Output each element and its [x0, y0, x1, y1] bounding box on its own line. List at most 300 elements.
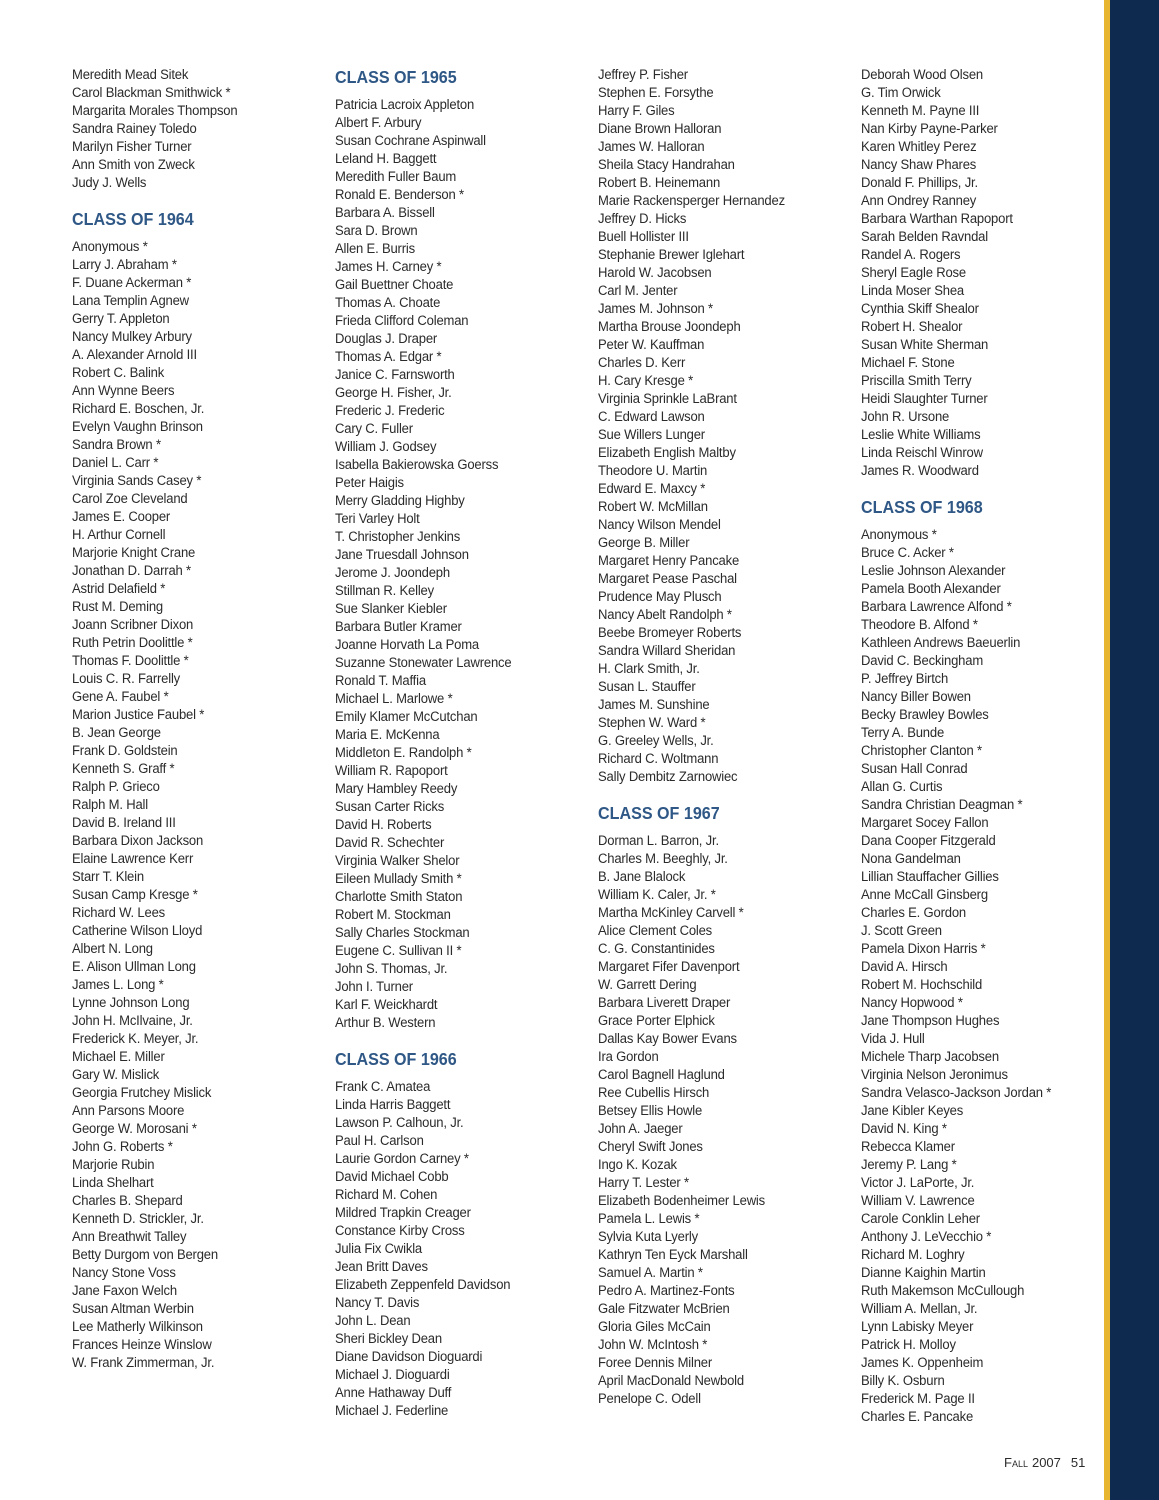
- donor-name: Julia Fix Cwikla: [335, 1241, 422, 1257]
- donor-name: Margaret Henry Pancake: [598, 553, 740, 569]
- donor-name: Ronald E. Benderson *: [335, 187, 464, 203]
- donor-name: Christopher Clanton *: [861, 743, 982, 759]
- donor-name: Rebecca Klamer: [861, 1139, 955, 1155]
- donor-name: Lawson P. Calhoun, Jr.: [335, 1115, 464, 1131]
- donor-name: Nancy Hopwood *: [861, 995, 963, 1011]
- donor-name: Martha Brouse Joondeph: [598, 319, 741, 335]
- donor-name: Marion Justice Faubel *: [72, 707, 205, 723]
- donor-name: Lillian Stauffacher Gillies: [861, 869, 999, 885]
- side-color-stripe: [1104, 0, 1159, 1500]
- donor-name: Middleton E. Randolph *: [335, 745, 472, 761]
- donor-name: Sandra Brown *: [72, 437, 161, 453]
- class-year-heading: CLASS OF 1968: [861, 497, 983, 517]
- donor-name: John H. McIlvaine, Jr.: [72, 1013, 193, 1029]
- donor-name: Nancy Abelt Randolph *: [598, 607, 732, 623]
- donor-name: Janice C. Farnsworth: [335, 367, 455, 383]
- donor-name: Carol Blackman Smithwick *: [72, 85, 231, 101]
- donor-name: Marjorie Knight Crane: [72, 545, 196, 561]
- donor-name: Barbara Butler Kramer: [335, 619, 462, 635]
- donor-name: Penelope C. Odell: [598, 1391, 701, 1407]
- donor-name: Kathryn Ten Eyck Marshall: [598, 1247, 748, 1263]
- donor-name: Ralph P. Grieco: [72, 779, 160, 795]
- donor-name: Larry J. Abraham *: [72, 257, 177, 273]
- donor-name: Anthony J. LeVecchio *: [861, 1229, 992, 1245]
- donor-name: Elizabeth Bodenheimer Lewis: [598, 1193, 765, 1209]
- donor-name: H. Cary Kresge *: [598, 373, 693, 389]
- donor-name: Judy J. Wells: [72, 175, 147, 191]
- donor-name: Nancy Mulkey Arbury: [72, 329, 192, 345]
- donor-name: Dallas Kay Bower Evans: [598, 1031, 737, 1047]
- donor-name: Leland H. Baggett: [335, 151, 437, 167]
- donor-name: Ree Cubellis Hirsch: [598, 1085, 710, 1101]
- donor-name: Marilyn Fisher Turner: [72, 139, 192, 155]
- donor-name: George H. Fisher, Jr.: [335, 385, 452, 401]
- donor-name: Ruth Makemson McCullough: [861, 1283, 1025, 1299]
- donor-name: Ingo K. Kozak: [598, 1157, 677, 1173]
- donor-name: Constance Kirby Cross: [335, 1223, 465, 1239]
- donor-name: Linda Reischl Winrow: [861, 445, 983, 461]
- donor-name: Robert M. Stockman: [335, 907, 451, 923]
- page-number: 51: [1070, 1455, 1086, 1470]
- donor-name: Allan G. Curtis: [861, 779, 943, 795]
- donor-name: P. Jeffrey Birtch: [861, 671, 949, 687]
- donor-name: Eugene C. Sullivan II *: [335, 943, 462, 959]
- donor-name: Grace Porter Elphick: [598, 1013, 715, 1029]
- donor-name: Victor J. LaPorte, Jr.: [861, 1175, 975, 1191]
- donor-name: Charles D. Kerr: [598, 355, 686, 371]
- donor-name: Richard M. Cohen: [335, 1187, 438, 1203]
- donor-name: Robert H. Shealor: [861, 319, 963, 335]
- donor-name: Ann Parsons Moore: [72, 1103, 185, 1119]
- donor-name: Sally Dembitz Zarnowiec: [598, 769, 738, 785]
- donor-name: George W. Morosani *: [72, 1121, 197, 1137]
- donor-name: Michael L. Marlowe *: [335, 691, 453, 707]
- donor-name: F. Duane Ackerman *: [72, 275, 192, 291]
- donor-name: Sandra Christian Deagman *: [861, 797, 1023, 813]
- donor-name: Margaret Fifer Davenport: [598, 959, 740, 975]
- donor-name: Cary C. Fuller: [335, 421, 413, 437]
- donor-name: Alice Clement Coles: [598, 923, 713, 939]
- donor-name: Meredith Fuller Baum: [335, 169, 457, 185]
- donor-name: Diane Davidson Dioguardi: [335, 1349, 483, 1365]
- donor-name: David N. King *: [861, 1121, 947, 1137]
- donor-name: Margaret Socey Fallon: [861, 815, 989, 831]
- donor-name: Samuel A. Martin *: [598, 1265, 703, 1281]
- donor-name: Lynne Johnson Long: [72, 995, 190, 1011]
- donor-name: Susan Hall Conrad: [861, 761, 968, 777]
- donor-name: Daniel L. Carr *: [72, 455, 159, 471]
- donor-name: Theodore U. Martin: [598, 463, 708, 479]
- donor-name: Ronald T. Maffia: [335, 673, 426, 689]
- donor-name: Meredith Mead Sitek: [72, 67, 189, 83]
- donor-name: Robert M. Hochschild: [861, 977, 983, 993]
- donor-name: T. Christopher Jenkins: [335, 529, 461, 545]
- donor-name: Beebe Bromeyer Roberts: [598, 625, 742, 641]
- donor-name: Peter W. Kauffman: [598, 337, 705, 353]
- donor-name: William R. Rapoport: [335, 763, 448, 779]
- donor-name: Jane Faxon Welch: [72, 1283, 177, 1299]
- donor-name: George B. Miller: [598, 535, 690, 551]
- donor-name: Ann Wynne Beers: [72, 383, 175, 399]
- donor-name: David A. Hirsch: [861, 959, 948, 975]
- donor-name: Susan White Sherman: [861, 337, 989, 353]
- donor-name: Lana Templin Agnew: [72, 293, 189, 309]
- donor-name: Louis C. R. Farrelly: [72, 671, 181, 687]
- donor-name: Harry F. Giles: [598, 103, 675, 119]
- donor-name: Frank C. Amatea: [335, 1079, 431, 1095]
- donor-name: Sue Willers Lunger: [598, 427, 705, 443]
- donor-name: Becky Brawley Bowles: [861, 707, 989, 723]
- donor-name: Jane Kibler Keyes: [861, 1103, 964, 1119]
- donor-name: Thomas A. Edgar *: [335, 349, 442, 365]
- donor-name: Nancy Biller Bowen: [861, 689, 971, 705]
- donor-name: W. Garrett Dering: [598, 977, 697, 993]
- donor-name: Susan Cochrane Aspinwall: [335, 133, 486, 149]
- donor-name: Barbara Warthan Rapoport: [861, 211, 1013, 227]
- donor-name: Linda Moser Shea: [861, 283, 964, 299]
- donor-name: Pamela Dixon Harris *: [861, 941, 986, 957]
- donor-name: William J. Godsey: [335, 439, 437, 455]
- page-footer: [1004, 1455, 1085, 1470]
- column-4: [861, 66, 1106, 1426]
- donor-name: H. Clark Smith, Jr.: [598, 661, 700, 677]
- donor-name: Patrick H. Molloy: [861, 1337, 956, 1353]
- donor-name: Merry Gladding Highby: [335, 493, 465, 509]
- donor-name: G. Greeley Wells, Jr.: [598, 733, 714, 749]
- donor-name: William V. Lawrence: [861, 1193, 975, 1209]
- donor-name: Linda Shelhart: [72, 1175, 154, 1191]
- donor-name: Peter Haigis: [335, 475, 404, 491]
- donor-name: Prudence May Plusch: [598, 589, 722, 605]
- donor-name: Gloria Giles McCain: [598, 1319, 711, 1335]
- donor-name: Stephanie Brewer Iglehart: [598, 247, 745, 263]
- donor-name: John L. Dean: [335, 1313, 411, 1329]
- donor-name: Susan Camp Kresge *: [72, 887, 198, 903]
- donor-name: Sandra Rainey Toledo: [72, 121, 197, 137]
- donor-name: Ann Ondrey Ranney: [861, 193, 977, 209]
- donor-name: David B. Ireland III: [72, 815, 176, 831]
- donor-name: Ruth Petrin Doolittle *: [72, 635, 193, 651]
- donor-name: Mary Hambley Reedy: [335, 781, 458, 797]
- donor-name: Virginia Sprinkle LaBrant: [598, 391, 737, 407]
- donor-name: Frieda Clifford Coleman: [335, 313, 469, 329]
- footer-year: 2007: [1031, 1455, 1061, 1470]
- donor-name: Thomas F. Doolittle *: [72, 653, 189, 669]
- donor-name: Charlotte Smith Staton: [335, 889, 463, 905]
- donor-name: B. Jane Blalock: [598, 869, 686, 885]
- donor-name: John A. Jaeger: [598, 1121, 683, 1137]
- donor-name: E. Alison Ullman Long: [72, 959, 196, 975]
- donor-name: Susan Carter Ricks: [335, 799, 445, 815]
- donor-name: Jane Thompson Hughes: [861, 1013, 1000, 1029]
- donor-name: Heidi Slaughter Turner: [861, 391, 988, 407]
- donor-name: Barbara Liverett Draper: [598, 995, 731, 1011]
- donor-name: Evelyn Vaughn Brinson: [72, 419, 203, 435]
- donor-name: Jonathan D. Darrah *: [72, 563, 191, 579]
- donor-name: Carol Zoe Cleveland: [72, 491, 188, 507]
- donor-name: Gerry T. Appleton: [72, 311, 170, 327]
- donor-name: Virginia Sands Casey *: [72, 473, 202, 489]
- donor-name: Susan Altman Werbin: [72, 1301, 194, 1317]
- donor-name: James H. Carney *: [335, 259, 442, 275]
- donor-name: Virginia Nelson Jeronimus: [861, 1067, 1008, 1083]
- donor-name: Michael J. Federline: [335, 1403, 449, 1419]
- donor-name: Kenneth M. Payne III: [861, 103, 980, 119]
- donor-name: Kenneth D. Strickler, Jr.: [72, 1211, 204, 1227]
- donor-name: Cheryl Swift Jones: [598, 1139, 703, 1155]
- donor-name: David C. Beckingham: [861, 653, 984, 669]
- donor-name: David Michael Cobb: [335, 1169, 449, 1185]
- donor-name: Catherine Wilson Lloyd: [72, 923, 203, 939]
- donor-name: Suzanne Stonewater Lawrence: [335, 655, 512, 671]
- class-year-heading: CLASS OF 1965: [335, 67, 457, 87]
- column-2: [335, 66, 580, 1420]
- donor-name: Leslie Johnson Alexander: [861, 563, 1006, 579]
- donor-name: James L. Long *: [72, 977, 164, 993]
- donor-name: John W. McIntosh *: [598, 1337, 708, 1353]
- donor-name: Michael E. Miller: [72, 1049, 165, 1065]
- donor-name: Albert N. Long: [72, 941, 153, 957]
- donor-name: John I. Turner: [335, 979, 413, 995]
- donor-name: Gail Buettner Choate: [335, 277, 454, 293]
- donor-name: Margarita Morales Thompson: [72, 103, 238, 119]
- donor-name: Charles B. Shepard: [72, 1193, 183, 1209]
- donor-name: Jane Truesdall Johnson: [335, 547, 469, 563]
- donor-name: Isabella Bakierowska Goerss: [335, 457, 499, 473]
- donor-name: Jeremy P. Lang *: [861, 1157, 957, 1173]
- donor-name: Arthur B. Western: [335, 1015, 436, 1031]
- donor-name: Laurie Gordon Carney *: [335, 1151, 469, 1167]
- donor-name: Richard C. Woltmann: [598, 751, 719, 767]
- donor-name: Robert W. McMillan: [598, 499, 708, 515]
- donor-name: Barbara Dixon Jackson: [72, 833, 204, 849]
- donor-name: Paul H. Carlson: [335, 1133, 424, 1149]
- donor-name: Lynn Labisky Meyer: [861, 1319, 974, 1335]
- donor-name: Jean Britt Daves: [335, 1259, 428, 1275]
- donor-name: Stillman R. Kelley: [335, 583, 434, 599]
- donor-name: Karen Whitley Perez: [861, 139, 977, 155]
- donor-name: Nancy Wilson Mendel: [598, 517, 721, 533]
- donor-name: Linda Harris Baggett: [335, 1097, 451, 1113]
- donor-name: Kathleen Andrews Baeuerlin: [861, 635, 1021, 651]
- donor-name: Anne McCall Ginsberg: [861, 887, 988, 903]
- donor-name: John S. Thomas, Jr.: [335, 961, 448, 977]
- donor-name: Robert B. Heinemann: [598, 175, 721, 191]
- donor-name: Frances Heinze Winslow: [72, 1337, 212, 1353]
- donor-name: B. Jean George: [72, 725, 161, 741]
- donor-name: Jerome J. Joondeph: [335, 565, 450, 581]
- donor-name: David H. Roberts: [335, 817, 432, 833]
- donor-name: Sue Slanker Kiebler: [335, 601, 447, 617]
- donor-name: David R. Schechter: [335, 835, 445, 851]
- column-1: [72, 66, 317, 1372]
- donor-name: Karl F. Weickhardt: [335, 997, 438, 1013]
- donor-name: W. Frank Zimmerman, Jr.: [72, 1355, 215, 1371]
- donor-name: Margaret Pease Paschal: [598, 571, 737, 587]
- donor-name: Astrid Delafield *: [72, 581, 166, 597]
- donor-name: Billy K. Osburn: [861, 1373, 945, 1389]
- donor-name: Carol Bagnell Haglund: [598, 1067, 725, 1083]
- donor-name: Joanne Horvath La Poma: [335, 637, 479, 653]
- donor-name: James K. Oppenheim: [861, 1355, 984, 1371]
- donor-name: James E. Cooper: [72, 509, 171, 525]
- donor-name: J. Scott Green: [861, 923, 942, 939]
- donor-name: Starr T. Klein: [72, 869, 144, 885]
- donor-name: Dorman L. Barron, Jr.: [598, 833, 719, 849]
- donor-name: Michael J. Dioguardi: [335, 1367, 450, 1383]
- donor-name: Carl M. Jenter: [598, 283, 678, 299]
- donor-name: Jeffrey P. Fisher: [598, 67, 688, 83]
- donor-name: H. Arthur Cornell: [72, 527, 166, 543]
- donor-name: C. G. Constantinides: [598, 941, 715, 957]
- donor-name: Nancy Shaw Phares: [861, 157, 977, 173]
- donor-name: James M. Johnson *: [598, 301, 713, 317]
- donor-name: Diane Brown Halloran: [598, 121, 722, 137]
- donor-name: Ann Breathwit Talley: [72, 1229, 187, 1245]
- donor-name: Teri Varley Holt: [335, 511, 420, 527]
- donor-name: Albert F. Arbury: [335, 115, 422, 131]
- class-year-heading: CLASS OF 1967: [598, 803, 720, 823]
- donor-name: Marjorie Rubin: [72, 1157, 155, 1173]
- donor-name: Cynthia Skiff Shealor: [861, 301, 979, 317]
- donor-name: Douglas J. Draper: [335, 331, 438, 347]
- donor-name: Maria E. McKenna: [335, 727, 440, 743]
- donor-name: A. Alexander Arnold III: [72, 347, 197, 363]
- donor-name: Pedro A. Martinez-Fonts: [598, 1283, 735, 1299]
- donor-name: Ann Smith von Zweck: [72, 157, 195, 173]
- donor-name: Martha McKinley Carvell *: [598, 905, 744, 921]
- donor-name: Frederic J. Frederic: [335, 403, 445, 419]
- donor-name: Emily Klamer McCutchan: [335, 709, 478, 725]
- donor-name: Frederick K. Meyer, Jr.: [72, 1031, 199, 1047]
- donor-name: John G. Roberts *: [72, 1139, 173, 1155]
- donor-name: Elizabeth Zeppenfeld Davidson: [335, 1277, 511, 1293]
- donor-name: Betty Durgom von Bergen: [72, 1247, 218, 1263]
- donor-name: Charles E. Pancake: [861, 1409, 974, 1425]
- donor-name: James W. Halloran: [598, 139, 705, 155]
- donor-name: Elaine Lawrence Kerr: [72, 851, 194, 867]
- donor-name: James R. Woodward: [861, 463, 979, 479]
- donor-name: Richard M. Loghry: [861, 1247, 965, 1263]
- donor-name: Charles M. Beeghly, Jr.: [598, 851, 728, 867]
- donor-name: James M. Sunshine: [598, 697, 710, 713]
- donor-name: Robert C. Balink: [72, 365, 165, 381]
- donor-name: Sylvia Kuta Lyerly: [598, 1229, 698, 1245]
- donor-name: Donald F. Phillips, Jr.: [861, 175, 978, 191]
- donor-name: Allen E. Burris: [335, 241, 415, 257]
- donor-name: Richard E. Boschen, Jr.: [72, 401, 205, 417]
- donor-name: William K. Caler, Jr. *: [598, 887, 716, 903]
- donor-name: Virginia Walker Shelor: [335, 853, 460, 869]
- donor-name: Thomas A. Choate: [335, 295, 441, 311]
- donor-name: Deborah Wood Olsen: [861, 67, 983, 83]
- donor-name: Sheryl Eagle Rose: [861, 265, 966, 281]
- donor-name: Anonymous *: [72, 239, 148, 255]
- donor-name: April MacDonald Newbold: [598, 1373, 744, 1389]
- donor-name: G. Tim Orwick: [861, 85, 941, 101]
- donor-name: Foree Dennis Milner: [598, 1355, 713, 1371]
- donor-name: Randel A. Rogers: [861, 247, 961, 263]
- footer-season: Fall: [1004, 1455, 1028, 1470]
- donor-name: Bruce C. Acker *: [861, 545, 954, 561]
- donor-name: Edward E. Maxcy *: [598, 481, 706, 497]
- donor-name: Anne Hathaway Duff: [335, 1385, 452, 1401]
- donor-name: Sarah Belden Ravndal: [861, 229, 988, 245]
- donor-name: Frederick M. Page II: [861, 1391, 975, 1407]
- donor-name: Sandra Velasco-Jackson Jordan *: [861, 1085, 1052, 1101]
- donor-name: Anonymous *: [861, 527, 937, 543]
- donor-name: Sandra Willard Sheridan: [598, 643, 736, 659]
- donor-name: Barbara Lawrence Alfond *: [861, 599, 1012, 615]
- donor-name: Harold W. Jacobsen: [598, 265, 712, 281]
- donor-name: Pamela Booth Alexander: [861, 581, 1001, 597]
- class-year-heading: CLASS OF 1964: [72, 209, 194, 229]
- donor-name: Jeffrey D. Hicks: [598, 211, 687, 227]
- donor-name: Theodore B. Alfond *: [861, 617, 978, 633]
- donor-name: Barbara A. Bissell: [335, 205, 435, 221]
- donor-name: C. Edward Lawson: [598, 409, 705, 425]
- donor-name: Leslie White Williams: [861, 427, 981, 443]
- donor-name: Michele Tharp Jacobsen: [861, 1049, 999, 1065]
- donor-name: Ralph M. Hall: [72, 797, 148, 813]
- donor-name: Charles E. Gordon: [861, 905, 966, 921]
- donor-name: Mildred Trapkin Creager: [335, 1205, 471, 1221]
- donor-name: Rust M. Deming: [72, 599, 163, 615]
- donor-name: Nancy Stone Voss: [72, 1265, 176, 1281]
- donor-name: Terry A. Bunde: [861, 725, 945, 741]
- donor-name: Joann Scribner Dixon: [72, 617, 194, 633]
- donor-name: Stephen E. Forsythe: [598, 85, 714, 101]
- donor-name: Nan Kirby Payne-Parker: [861, 121, 998, 137]
- class-year-heading: CLASS OF 1966: [335, 1049, 457, 1069]
- donor-name: Sara D. Brown: [335, 223, 418, 239]
- donor-name: Priscilla Smith Terry: [861, 373, 972, 389]
- donor-name: Kenneth S. Graff *: [72, 761, 175, 777]
- donor-name: Stephen W. Ward *: [598, 715, 706, 731]
- donor-name: Carole Conklin Leher: [861, 1211, 980, 1227]
- donor-name: John R. Ursone: [861, 409, 950, 425]
- donor-name: Nona Gandelman: [861, 851, 961, 867]
- donor-name: Dana Cooper Fitzgerald: [861, 833, 996, 849]
- donor-name: Susan L. Stauffer: [598, 679, 696, 695]
- donor-name: Marie Rackensperger Hernandez: [598, 193, 785, 209]
- donor-name: Buell Hollister III: [598, 229, 689, 245]
- donor-name: Ira Gordon: [598, 1049, 659, 1065]
- donor-name: Frank D. Goldstein: [72, 743, 178, 759]
- donor-name: Patricia Lacroix Appleton: [335, 97, 475, 113]
- donor-name: Lee Matherly Wilkinson: [72, 1319, 203, 1335]
- donor-name: Elizabeth English Maltby: [598, 445, 736, 461]
- donor-name: Sally Charles Stockman: [335, 925, 470, 941]
- donor-name: Gale Fitzwater McBrien: [598, 1301, 730, 1317]
- donor-name: Gene A. Faubel *: [72, 689, 169, 705]
- donor-name: Dianne Kaighin Martin: [861, 1265, 986, 1281]
- donor-name: Sheri Bickley Dean: [335, 1331, 442, 1347]
- donor-name: William A. Mellan, Jr.: [861, 1301, 978, 1317]
- column-3: [598, 66, 843, 1408]
- donor-name: Eileen Mullady Smith *: [335, 871, 462, 887]
- donor-name: Pamela L. Lewis *: [598, 1211, 700, 1227]
- donor-name: Michael F. Stone: [861, 355, 955, 371]
- donor-name: Nancy T. Davis: [335, 1295, 420, 1311]
- donor-name: Sheila Stacy Handrahan: [598, 157, 735, 173]
- donor-name: Harry T. Lester *: [598, 1175, 689, 1191]
- donor-name: Richard W. Lees: [72, 905, 166, 921]
- donor-name: Georgia Frutchey Mislick: [72, 1085, 212, 1101]
- donor-name: Gary W. Mislick: [72, 1067, 160, 1083]
- donor-name: Vida J. Hull: [861, 1031, 925, 1047]
- donor-name: Betsey Ellis Howle: [598, 1103, 703, 1119]
